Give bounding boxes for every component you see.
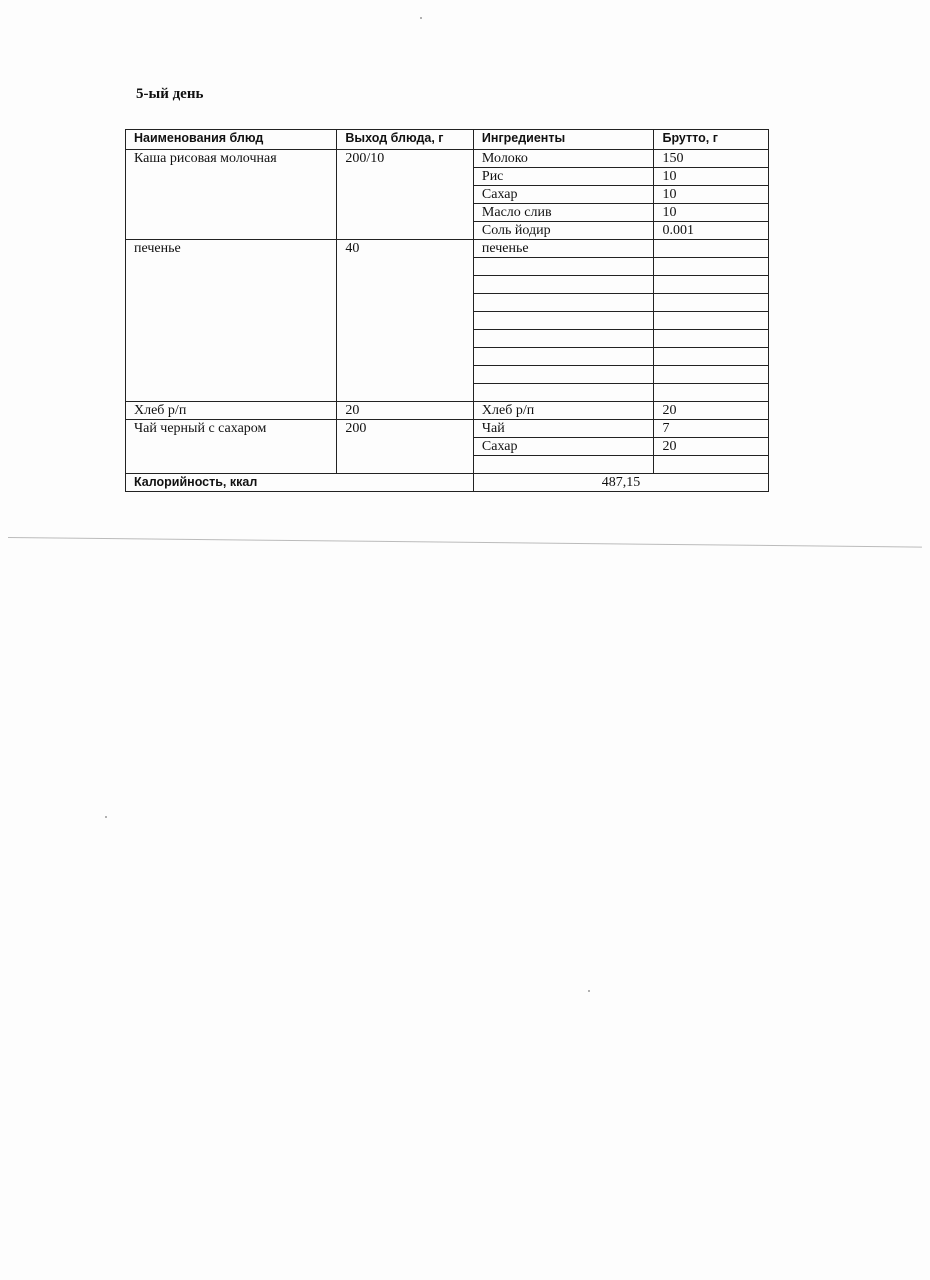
ingredient-name [473,384,654,402]
ingredient-name [473,276,654,294]
table-row [126,420,769,438]
ingredient-brutto [654,240,769,258]
ingredient-brutto [654,258,769,276]
ingredient-brutto: 10 [654,186,769,204]
dish-yield: 200 [337,420,474,474]
dish-name: Каша рисовая молочная [126,150,337,240]
table-row [126,402,769,420]
total-row [126,474,769,492]
header-dish: Наименования блюд [126,130,337,150]
ingredient-brutto [654,366,769,384]
page-title: 5-ый день [136,86,204,102]
ingredient-brutto [654,384,769,402]
menu-table [125,129,769,492]
ingredient-brutto [654,456,769,474]
ingredient-name: Сахар [473,438,654,456]
ingredient-name [473,330,654,348]
dish-name: печенье [126,240,337,402]
ingredient-name [473,366,654,384]
ingredient-brutto: 150 [654,150,769,168]
scan-speck [105,816,107,818]
ingredient-brutto: 7 [654,420,769,438]
header-ingredients: Ингредиенты [473,130,654,150]
ingredient-brutto: 20 [654,438,769,456]
dish-yield: 200/10 [337,150,474,240]
ingredient-name: Сахар [473,186,654,204]
dish-yield: 20 [337,402,474,420]
ingredient-name [473,312,654,330]
ingredient-brutto [654,312,769,330]
dish-name: Чай черный с сахаром [126,420,337,474]
total-value: 487,15 [473,474,768,492]
ingredient-brutto [654,276,769,294]
ingredient-name: Соль йодир [473,222,654,240]
ingredient-name: Масло слив [473,204,654,222]
ingredient-name: Рис [473,168,654,186]
ingredient-name [473,348,654,366]
ingredient-name: Молоко [473,150,654,168]
ingredient-brutto [654,348,769,366]
dish-yield: 40 [337,240,474,402]
table-row [126,240,769,258]
scan-edge-line [8,537,922,548]
ingredient-name: Хлеб р/п [473,402,654,420]
dish-name: Хлеб р/п [126,402,337,420]
ingredient-name [473,258,654,276]
ingredient-brutto [654,330,769,348]
header-yield: Выход блюда, г [337,130,474,150]
ingredient-brutto: 10 [654,204,769,222]
header-row [126,130,769,150]
ingredient-brutto: 20 [654,402,769,420]
ingredient-brutto: 0.001 [654,222,769,240]
scan-speck [420,17,422,19]
table-row [126,150,769,168]
ingredient-name [473,294,654,312]
ingredient-name: печенье [473,240,654,258]
ingredient-name [473,456,654,474]
scan-speck [588,990,590,992]
header-brutto: Брутто, г [654,130,769,150]
ingredient-name: Чай [473,420,654,438]
ingredient-brutto [654,294,769,312]
total-label: Калорийность, ккал [126,474,474,492]
menu-body [126,150,769,474]
ingredient-brutto: 10 [654,168,769,186]
